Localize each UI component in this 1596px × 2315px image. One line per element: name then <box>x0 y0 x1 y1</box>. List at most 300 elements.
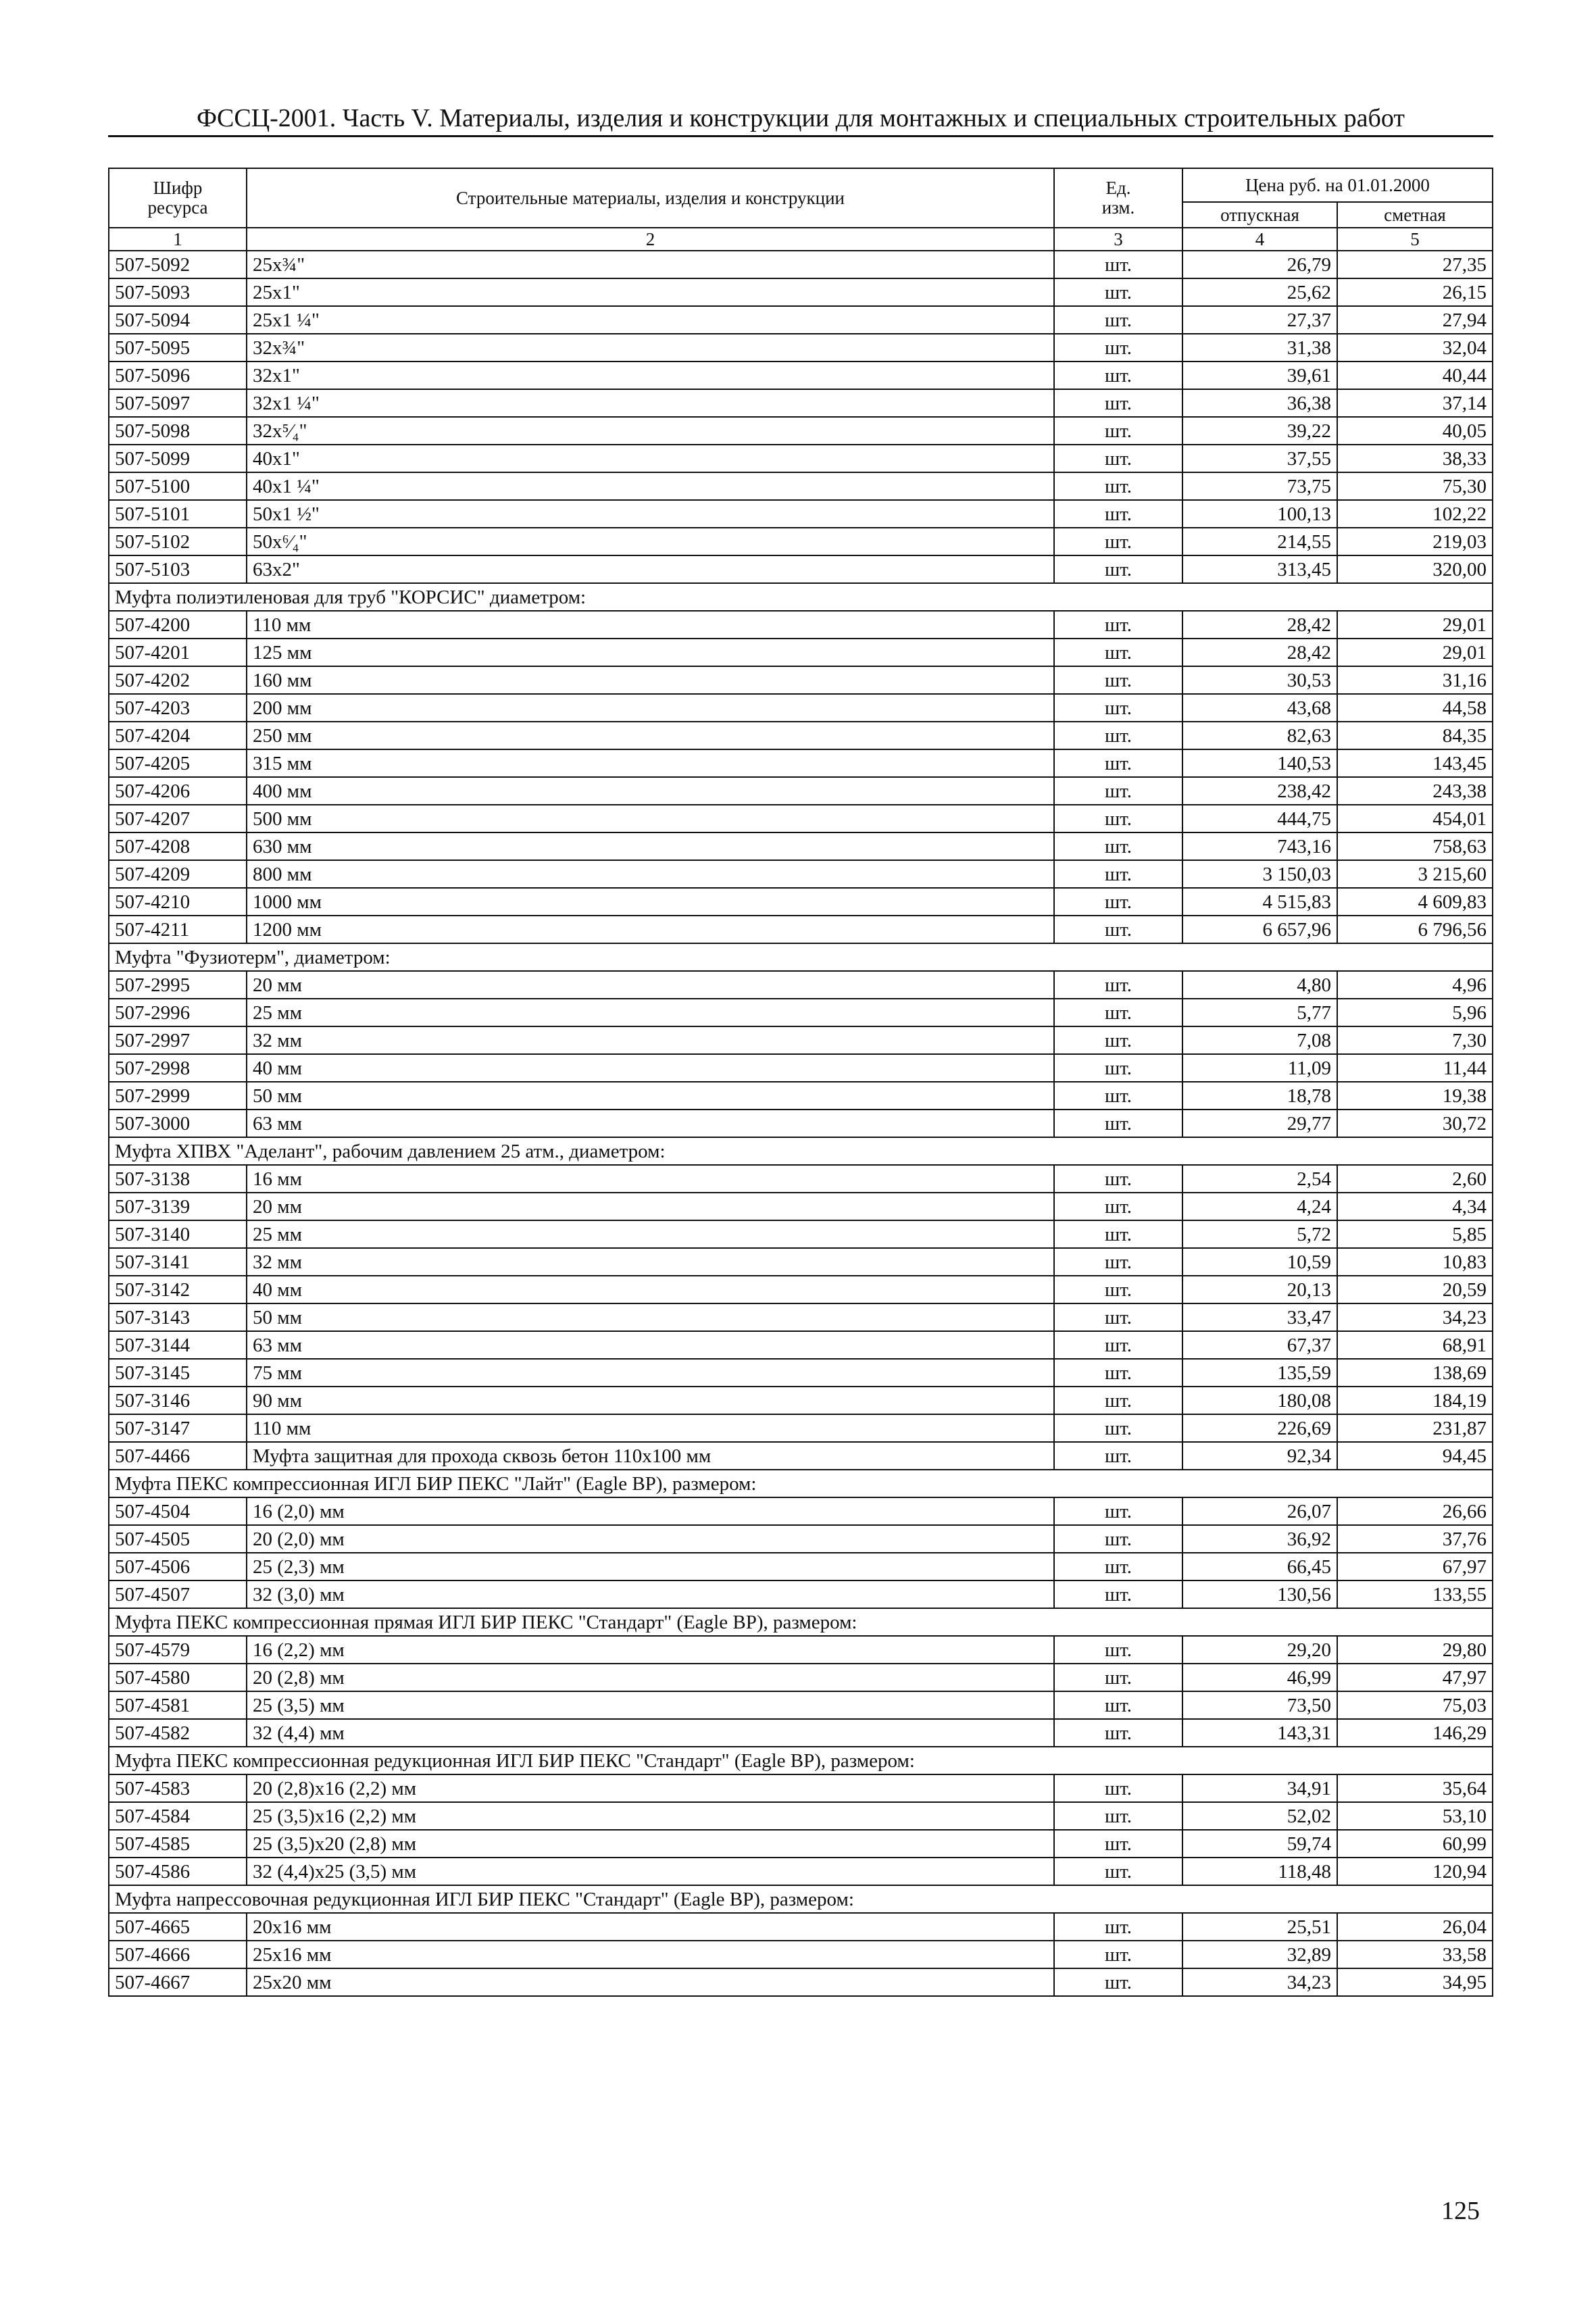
resource-code-cell: 507-4504 <box>109 1497 247 1525</box>
material-name-cell: 25 (2,3) мм <box>247 1553 1054 1580</box>
estimate-price-cell: 4 609,83 <box>1337 888 1493 916</box>
material-name-cell: 25x¾" <box>247 251 1054 278</box>
resource-code-cell: 507-3000 <box>109 1110 247 1137</box>
material-name-cell: 32x1" <box>247 362 1054 389</box>
release-price-cell: 36,92 <box>1182 1525 1337 1553</box>
price-table <box>108 168 1493 1997</box>
material-name-cell: 40x1" <box>247 445 1054 472</box>
estimate-price-cell: 2,60 <box>1337 1165 1493 1193</box>
unit-cell: шт. <box>1054 1414 1182 1442</box>
resource-code-cell: 507-5092 <box>109 251 247 278</box>
material-name-cell: 200 мм <box>247 694 1054 722</box>
material-name-cell: 50 мм <box>247 1082 1054 1110</box>
material-name-cell: 50 мм <box>247 1303 1054 1331</box>
page-number: 125 <box>1441 2197 1480 2225</box>
release-price-cell: 33,47 <box>1182 1303 1337 1331</box>
unit-cell: шт. <box>1054 334 1182 362</box>
resource-code-cell: 507-4505 <box>109 1525 247 1553</box>
estimate-price-cell: 47,97 <box>1337 1664 1493 1691</box>
table-row <box>109 1719 1493 1747</box>
unit-cell: шт. <box>1054 1054 1182 1082</box>
resource-code-cell: 507-3146 <box>109 1387 247 1414</box>
release-price-cell: 135,59 <box>1182 1359 1337 1387</box>
unit-cell: шт. <box>1054 1525 1182 1553</box>
unit-cell: шт. <box>1054 888 1182 916</box>
estimate-price-cell: 10,83 <box>1337 1248 1493 1276</box>
table-row <box>109 251 1493 278</box>
material-name-cell: 20 мм <box>247 1193 1054 1220</box>
section-title: Муфта напрессовочная редукционная ИГЛ БИР ПЕКС "Стандарт" (Eagle BP), размером: <box>109 1885 1493 1913</box>
release-price-cell: 3 150,03 <box>1182 860 1337 888</box>
material-name-cell: 25x1" <box>247 278 1054 306</box>
resource-code-cell: 507-3145 <box>109 1359 247 1387</box>
unit-cell: шт. <box>1054 1331 1182 1359</box>
release-price-cell: 37,55 <box>1182 445 1337 472</box>
estimate-price-cell: 40,44 <box>1337 362 1493 389</box>
unit-cell: шт. <box>1054 1802 1182 1830</box>
table-row <box>109 1026 1493 1054</box>
material-name-cell: 20 (2,8) мм <box>247 1664 1054 1691</box>
table-row <box>109 1387 1493 1414</box>
resource-code-cell: 507-5098 <box>109 417 247 445</box>
section-row <box>109 1137 1493 1165</box>
resource-code-cell: 507-4585 <box>109 1830 247 1858</box>
material-name-cell: 500 мм <box>247 805 1054 832</box>
release-price-cell: 59,74 <box>1182 1830 1337 1858</box>
unit-cell: шт. <box>1054 1830 1182 1858</box>
material-name-cell: 25 мм <box>247 1220 1054 1248</box>
estimate-price-cell: 53,10 <box>1337 1802 1493 1830</box>
unit-cell: шт. <box>1054 251 1182 278</box>
resource-code-cell: 507-5097 <box>109 389 247 417</box>
unit-cell: шт. <box>1054 722 1182 749</box>
release-price-cell: 26,79 <box>1182 251 1337 278</box>
resource-code-cell: 507-5102 <box>109 528 247 555</box>
table-row <box>109 971 1493 999</box>
table-row <box>109 1220 1493 1248</box>
material-name-cell: 63 мм <box>247 1110 1054 1137</box>
table-row <box>109 749 1493 777</box>
estimate-price-cell: 35,64 <box>1337 1774 1493 1802</box>
release-price-cell: 20,13 <box>1182 1276 1337 1303</box>
release-price-cell: 46,99 <box>1182 1664 1337 1691</box>
table-row <box>109 278 1493 306</box>
release-price-cell: 31,38 <box>1182 334 1337 362</box>
material-name-cell: 25 мм <box>247 999 1054 1026</box>
table-row <box>109 362 1493 389</box>
table-row <box>109 666 1493 694</box>
estimate-price-cell: 29,01 <box>1337 639 1493 666</box>
resource-code-cell: 507-5094 <box>109 306 247 334</box>
estimate-price-cell: 32,04 <box>1337 334 1493 362</box>
unit-cell: шт. <box>1054 555 1182 583</box>
resource-code-cell: 507-4208 <box>109 832 247 860</box>
resource-code-cell: 507-4466 <box>109 1442 247 1470</box>
release-price-cell: 43,68 <box>1182 694 1337 722</box>
resource-code-cell: 507-3147 <box>109 1414 247 1442</box>
material-name-cell: 40 мм <box>247 1276 1054 1303</box>
unit-cell: шт. <box>1054 694 1182 722</box>
table-row <box>109 389 1493 417</box>
table-row <box>109 777 1493 805</box>
unit-cell: шт. <box>1054 278 1182 306</box>
document-header: ФССЦ-2001. Часть V. Материалы, изделия и конструкции для монтажных и специальных строительных работ <box>196 104 1405 132</box>
release-price-cell: 73,50 <box>1182 1691 1337 1719</box>
material-name-cell: 125 мм <box>247 639 1054 666</box>
unit-cell: шт. <box>1054 1248 1182 1276</box>
release-price-cell: 6 657,96 <box>1182 916 1337 943</box>
estimate-price-cell: 33,58 <box>1337 1941 1493 1968</box>
release-price-cell: 28,42 <box>1182 639 1337 666</box>
table-row <box>109 1054 1493 1082</box>
column-number-1: 1 <box>109 228 247 251</box>
release-price-cell: 92,34 <box>1182 1442 1337 1470</box>
material-name-cell: 50x1 ½" <box>247 500 1054 528</box>
estimate-price-cell: 133,55 <box>1337 1580 1493 1608</box>
resource-code-cell: 507-4210 <box>109 888 247 916</box>
estimate-price-cell: 120,94 <box>1337 1858 1493 1885</box>
header-rule <box>108 135 1493 137</box>
unit-cell: шт. <box>1054 1774 1182 1802</box>
table-row <box>109 999 1493 1026</box>
table-row <box>109 528 1493 555</box>
table-row <box>109 1774 1493 1802</box>
estimate-price-cell: 26,66 <box>1337 1497 1493 1525</box>
unit-cell: шт. <box>1054 916 1182 943</box>
section-row <box>109 1747 1493 1774</box>
estimate-price-cell: 19,38 <box>1337 1082 1493 1110</box>
section-title: Муфта ПЕКС компрессионная прямая ИГЛ БИР ПЕКС "Стандарт" (Eagle BP), размером: <box>109 1608 1493 1636</box>
estimate-price-cell: 68,91 <box>1337 1331 1493 1359</box>
unit-cell: шт. <box>1054 1636 1182 1664</box>
estimate-price-cell: 75,30 <box>1337 472 1493 500</box>
table-row <box>109 1858 1493 1885</box>
material-name-cell: 25 (3,5) мм <box>247 1691 1054 1719</box>
resource-code-cell: 507-5099 <box>109 445 247 472</box>
estimate-price-cell: 758,63 <box>1337 832 1493 860</box>
table-row <box>109 1331 1493 1359</box>
resource-code-cell: 507-4666 <box>109 1941 247 1968</box>
table-row <box>109 417 1493 445</box>
release-price-cell: 36,38 <box>1182 389 1337 417</box>
material-name-cell: 250 мм <box>247 722 1054 749</box>
table-row <box>109 1580 1493 1608</box>
release-price-cell: 39,22 <box>1182 417 1337 445</box>
estimate-price-cell: 143,45 <box>1337 749 1493 777</box>
unit-cell: шт. <box>1054 362 1182 389</box>
estimate-price-cell: 138,69 <box>1337 1359 1493 1387</box>
table-body <box>109 251 1493 1996</box>
resource-code-cell: 507-4582 <box>109 1719 247 1747</box>
column-header-price: Цена руб. на 01.01.2000 <box>1182 168 1493 202</box>
column-header-unit: Ед. изм. <box>1054 168 1182 228</box>
resource-code-cell: 507-4205 <box>109 749 247 777</box>
resource-code-cell: 507-3143 <box>109 1303 247 1331</box>
release-price-cell: 100,13 <box>1182 500 1337 528</box>
release-price-cell: 130,56 <box>1182 1580 1337 1608</box>
estimate-price-cell: 243,38 <box>1337 777 1493 805</box>
resource-code-cell: 507-4202 <box>109 666 247 694</box>
table-row <box>109 1664 1493 1691</box>
release-price-cell: 10,59 <box>1182 1248 1337 1276</box>
unit-cell: шт. <box>1054 860 1182 888</box>
unit-cell: шт. <box>1054 1359 1182 1387</box>
resource-code-cell: 507-2995 <box>109 971 247 999</box>
material-name-cell: 32x⁵⁄₄" <box>247 417 1054 445</box>
table-row <box>109 1830 1493 1858</box>
release-price-cell: 73,75 <box>1182 472 1337 500</box>
table-row <box>109 1968 1493 1996</box>
table-row <box>109 500 1493 528</box>
column-number-2: 2 <box>247 228 1054 251</box>
resource-code-cell: 507-4584 <box>109 1802 247 1830</box>
release-price-cell: 4 515,83 <box>1182 888 1337 916</box>
unit-cell: шт. <box>1054 472 1182 500</box>
estimate-price-cell: 3 215,60 <box>1337 860 1493 888</box>
unit-cell: шт. <box>1054 1193 1182 1220</box>
resource-code-cell: 507-3140 <box>109 1220 247 1248</box>
section-row <box>109 1885 1493 1913</box>
release-price-cell: 743,16 <box>1182 832 1337 860</box>
table-row <box>109 916 1493 943</box>
resource-code-cell: 507-5096 <box>109 362 247 389</box>
resource-code-cell: 507-3144 <box>109 1331 247 1359</box>
estimate-price-cell: 67,97 <box>1337 1553 1493 1580</box>
estimate-price-cell: 37,76 <box>1337 1525 1493 1553</box>
unit-cell: шт. <box>1054 1082 1182 1110</box>
estimate-price-cell: 146,29 <box>1337 1719 1493 1747</box>
estimate-price-cell: 219,03 <box>1337 528 1493 555</box>
unit-cell: шт. <box>1054 777 1182 805</box>
release-price-cell: 82,63 <box>1182 722 1337 749</box>
material-name-cell: 32 (4,4)x25 (3,5) мм <box>247 1858 1054 1885</box>
unit-cell: шт. <box>1054 1664 1182 1691</box>
release-price-cell: 30,53 <box>1182 666 1337 694</box>
material-name-cell: 20x16 мм <box>247 1913 1054 1941</box>
unit-cell: шт. <box>1054 1276 1182 1303</box>
resource-code-cell: 507-4667 <box>109 1968 247 1996</box>
resource-code-cell: 507-2998 <box>109 1054 247 1082</box>
release-price-cell: 27,37 <box>1182 306 1337 334</box>
unit-cell: шт. <box>1054 1220 1182 1248</box>
unit-cell: шт. <box>1054 1913 1182 1941</box>
table-row <box>109 555 1493 583</box>
estimate-price-cell: 40,05 <box>1337 417 1493 445</box>
estimate-price-cell: 84,35 <box>1337 722 1493 749</box>
resource-code-cell: 507-4581 <box>109 1691 247 1719</box>
column-header-name: Строительные материалы, изделия и конструкции <box>247 168 1054 228</box>
material-name-cell: 32 мм <box>247 1248 1054 1276</box>
unit-cell: шт. <box>1054 611 1182 639</box>
estimate-price-cell: 6 796,56 <box>1337 916 1493 943</box>
material-name-cell: 160 мм <box>247 666 1054 694</box>
unit-cell: шт. <box>1054 306 1182 334</box>
section-row <box>109 1470 1493 1497</box>
resource-code-cell: 507-5103 <box>109 555 247 583</box>
table-row <box>109 1802 1493 1830</box>
material-name-cell: 50x⁶⁄₄" <box>247 528 1054 555</box>
estimate-price-cell: 60,99 <box>1337 1830 1493 1858</box>
estimate-price-cell: 320,00 <box>1337 555 1493 583</box>
resource-code-cell: 507-3141 <box>109 1248 247 1276</box>
table-row <box>109 334 1493 362</box>
table-row <box>109 1442 1493 1470</box>
resource-code-cell: 507-4204 <box>109 722 247 749</box>
section-title: Муфта "Фузиотерм", диаметром: <box>109 943 1493 971</box>
unit-cell: шт. <box>1054 1165 1182 1193</box>
table-row <box>109 1525 1493 1553</box>
resource-code-cell: 507-5095 <box>109 334 247 362</box>
unit-cell: шт. <box>1054 1968 1182 1996</box>
estimate-price-cell: 26,15 <box>1337 278 1493 306</box>
estimate-price-cell: 30,72 <box>1337 1110 1493 1137</box>
material-name-cell: 40 мм <box>247 1054 1054 1082</box>
estimate-price-cell: 27,35 <box>1337 251 1493 278</box>
estimate-price-cell: 4,96 <box>1337 971 1493 999</box>
resource-code-cell: 507-4579 <box>109 1636 247 1664</box>
section-title: Муфта ПЕКС компрессионная ИГЛ БИР ПЕКС "Лайт" (Eagle BP), размером: <box>109 1470 1493 1497</box>
estimate-price-cell: 184,19 <box>1337 1387 1493 1414</box>
estimate-price-cell: 94,45 <box>1337 1442 1493 1470</box>
table-row <box>109 722 1493 749</box>
table-row <box>109 1913 1493 1941</box>
material-name-cell: 800 мм <box>247 860 1054 888</box>
estimate-price-cell: 31,16 <box>1337 666 1493 694</box>
material-name-cell: 110 мм <box>247 1414 1054 1442</box>
resource-code-cell: 507-4665 <box>109 1913 247 1941</box>
section-title: Муфта ХПВХ "Аделант", рабочим давлением 25 атм., диаметром: <box>109 1137 1493 1165</box>
unit-cell: шт. <box>1054 445 1182 472</box>
material-name-cell: 1000 мм <box>247 888 1054 916</box>
estimate-price-cell: 37,14 <box>1337 389 1493 417</box>
release-price-cell: 4,80 <box>1182 971 1337 999</box>
material-name-cell: 32 (3,0) мм <box>247 1580 1054 1608</box>
resource-code-cell: 507-5101 <box>109 500 247 528</box>
resource-code-cell: 507-4207 <box>109 805 247 832</box>
column-number-5: 5 <box>1337 228 1493 251</box>
unit-cell: шт. <box>1054 1941 1182 1968</box>
release-price-cell: 11,09 <box>1182 1054 1337 1082</box>
estimate-price-cell: 34,95 <box>1337 1968 1493 1996</box>
estimate-price-cell: 5,96 <box>1337 999 1493 1026</box>
table-row <box>109 639 1493 666</box>
release-price-cell: 7,08 <box>1182 1026 1337 1054</box>
release-price-cell: 32,89 <box>1182 1941 1337 1968</box>
material-name-cell: 32 мм <box>247 1026 1054 1054</box>
table-row <box>109 1303 1493 1331</box>
estimate-price-cell: 231,87 <box>1337 1414 1493 1442</box>
release-price-cell: 52,02 <box>1182 1802 1337 1830</box>
unit-cell: шт. <box>1054 1719 1182 1747</box>
column-header-estimate-price: сметная <box>1337 202 1493 228</box>
release-price-cell: 28,42 <box>1182 611 1337 639</box>
material-name-cell: Муфта защитная для прохода сквозь бетон 110x100 мм <box>247 1442 1054 1470</box>
estimate-price-cell: 75,03 <box>1337 1691 1493 1719</box>
unit-cell: шт. <box>1054 832 1182 860</box>
estimate-price-cell: 5,85 <box>1337 1220 1493 1248</box>
table-row <box>109 805 1493 832</box>
unit-cell: шт. <box>1054 1442 1182 1470</box>
material-name-cell: 20 (2,0) мм <box>247 1525 1054 1553</box>
section-row <box>109 1608 1493 1636</box>
release-price-cell: 214,55 <box>1182 528 1337 555</box>
material-name-cell: 315 мм <box>247 749 1054 777</box>
unit-cell: шт. <box>1054 1387 1182 1414</box>
table-row <box>109 472 1493 500</box>
unit-cell: шт. <box>1054 639 1182 666</box>
material-name-cell: 32x¾" <box>247 334 1054 362</box>
resource-code-cell: 507-4583 <box>109 1774 247 1802</box>
material-name-cell: 400 мм <box>247 777 1054 805</box>
material-name-cell: 63 мм <box>247 1331 1054 1359</box>
release-price-cell: 2,54 <box>1182 1165 1337 1193</box>
release-price-cell: 226,69 <box>1182 1414 1337 1442</box>
material-name-cell: 630 мм <box>247 832 1054 860</box>
unit-cell: шт. <box>1054 666 1182 694</box>
release-price-cell: 39,61 <box>1182 362 1337 389</box>
estimate-price-cell: 7,30 <box>1337 1026 1493 1054</box>
unit-cell: шт. <box>1054 1553 1182 1580</box>
table-row <box>109 306 1493 334</box>
unit-cell: шт. <box>1054 417 1182 445</box>
release-price-cell: 313,45 <box>1182 555 1337 583</box>
material-name-cell: 1200 мм <box>247 916 1054 943</box>
material-name-cell: 16 мм <box>247 1165 1054 1193</box>
release-price-cell: 238,42 <box>1182 777 1337 805</box>
table-header <box>109 168 1493 251</box>
table-row <box>109 860 1493 888</box>
column-number-4: 4 <box>1182 228 1337 251</box>
resource-code-cell: 507-2997 <box>109 1026 247 1054</box>
estimate-price-cell: 29,01 <box>1337 611 1493 639</box>
resource-code-cell: 507-2996 <box>109 999 247 1026</box>
table-row <box>109 1941 1493 1968</box>
column-number-3: 3 <box>1054 228 1182 251</box>
table-row <box>109 1165 1493 1193</box>
table-row <box>109 1414 1493 1442</box>
release-price-cell: 4,24 <box>1182 1193 1337 1220</box>
release-price-cell: 66,45 <box>1182 1553 1337 1580</box>
section-row <box>109 943 1493 971</box>
material-name-cell: 25x1 ¼" <box>247 306 1054 334</box>
table-row <box>109 1193 1493 1220</box>
release-price-cell: 180,08 <box>1182 1387 1337 1414</box>
section-title: Муфта полиэтиленовая для труб "КОРСИС" диаметром: <box>109 583 1493 611</box>
material-name-cell: 16 (2,2) мм <box>247 1636 1054 1664</box>
release-price-cell: 5,72 <box>1182 1220 1337 1248</box>
estimate-price-cell: 11,44 <box>1337 1054 1493 1082</box>
estimate-price-cell: 20,59 <box>1337 1276 1493 1303</box>
resource-code-cell: 507-5100 <box>109 472 247 500</box>
release-price-cell: 25,51 <box>1182 1913 1337 1941</box>
resource-code-cell: 507-3138 <box>109 1165 247 1193</box>
resource-code-cell: 507-3142 <box>109 1276 247 1303</box>
resource-code-cell: 507-4580 <box>109 1664 247 1691</box>
table-row <box>109 1553 1493 1580</box>
material-name-cell: 40x1 ¼" <box>247 472 1054 500</box>
estimate-price-cell: 44,58 <box>1337 694 1493 722</box>
unit-cell: шт. <box>1054 971 1182 999</box>
table-row <box>109 832 1493 860</box>
resource-code-cell: 507-3139 <box>109 1193 247 1220</box>
table-row <box>109 694 1493 722</box>
unit-cell: шт. <box>1054 1110 1182 1137</box>
resource-code-cell: 507-5093 <box>109 278 247 306</box>
release-price-cell: 118,48 <box>1182 1858 1337 1885</box>
unit-cell: шт. <box>1054 500 1182 528</box>
estimate-price-cell: 27,94 <box>1337 306 1493 334</box>
table-row <box>109 1359 1493 1387</box>
